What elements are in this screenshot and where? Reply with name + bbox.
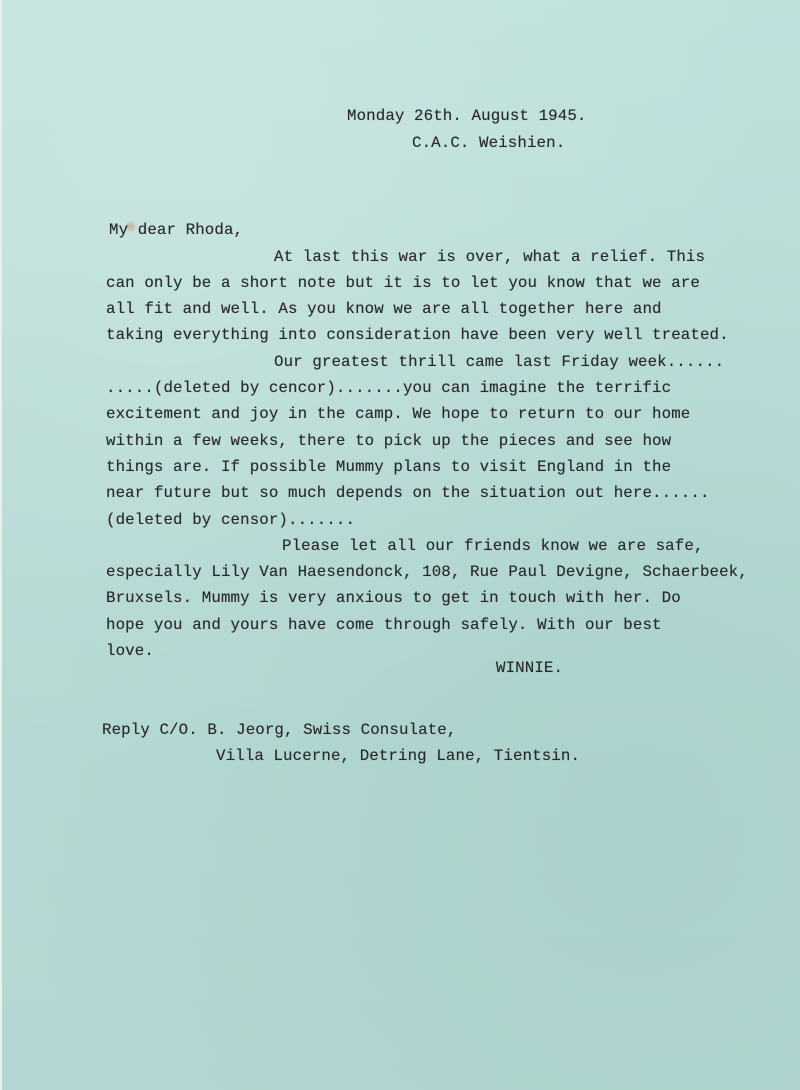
- place-line: C.A.C. Weishien.: [412, 134, 566, 152]
- signature: WINNIE.: [496, 659, 564, 677]
- salutation: My dear Rhoda,: [109, 221, 244, 239]
- body-line: Our greatest thrill came last Friday week......: [274, 353, 725, 371]
- body-line: Bruxsels. Mummy is very anxious to get in touch with her. Do: [106, 589, 681, 607]
- body-line: within a few weeks, there to pick up the pieces and see how: [106, 432, 672, 450]
- body-line: things are. If possible Mummy plans to visit England in the: [106, 458, 672, 476]
- body-line: all fit and well. As you know we are all together here and: [106, 300, 662, 318]
- body-line: love.: [106, 642, 154, 660]
- body-line: (deleted by censor).......: [106, 511, 356, 529]
- reply-address-line: Villa Lucerne, Detring Lane, Tientsin.: [216, 747, 581, 765]
- body-line: At last this war is over, what a relief. This: [274, 248, 706, 266]
- body-line: especially Lily Van Haesendonck, 108, Rue Paul Devigne, Schaerbeek,: [106, 563, 748, 581]
- date-line: Monday 26th. August 1945.: [347, 107, 587, 125]
- body-line: near future but so much depends on the situation out here......: [106, 484, 710, 502]
- body-line: hope you and yours have come through safely. With our best: [106, 616, 662, 634]
- body-line: .....(deleted by cencor).......you can imagine the terrific: [106, 379, 672, 397]
- body-line: excitement and joy in the camp. We hope to return to our home: [106, 405, 691, 423]
- reply-address-line: Reply C/O. B. Jeorg, Swiss Consulate,: [102, 721, 457, 739]
- body-line: taking everything into consideration have been very well treated.: [106, 326, 729, 344]
- body-line: can only be a short note but it is to let you know that we are: [106, 274, 700, 292]
- body-line: Please let all our friends know we are safe,: [282, 537, 704, 555]
